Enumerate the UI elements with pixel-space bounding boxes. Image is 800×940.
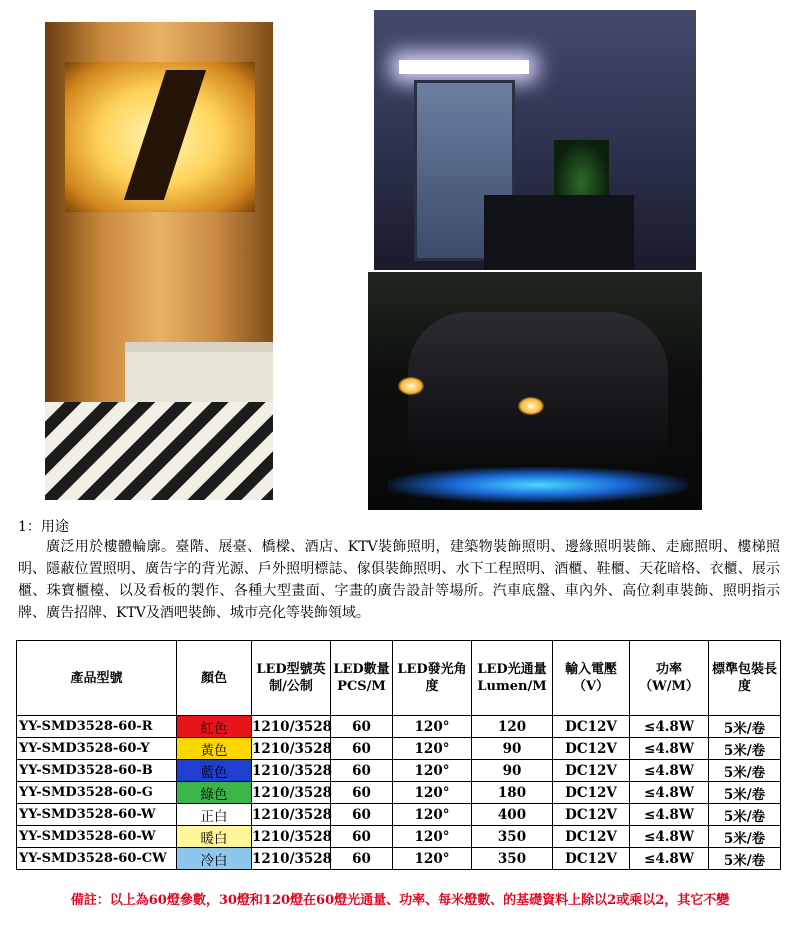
table-row [17,826,781,848]
header-led-qty: LED數量PCS/M [331,641,393,716]
office-led-photo [374,10,696,270]
cell-led-type: 1210/3528 [252,826,331,848]
cell-led-qty: 60 [331,738,393,760]
cell-model: YY-SMD3528-60-W [17,804,177,826]
cell-voltage: DC12V [553,760,630,782]
cell-angle: 120° [393,804,472,826]
cell-led-qty: 60 [331,848,393,870]
table-row [17,716,781,738]
cell-color: 黃色 [177,738,252,760]
cell-voltage: DC12V [553,782,630,804]
cell-model: YY-SMD3528-60-CW [17,848,177,870]
cell-led-qty: 60 [331,804,393,826]
cell-led-type: 1210/3528 [252,738,331,760]
cell-color: 紅色 [177,716,252,738]
header-voltage: 輸入電壓（V） [553,641,630,716]
headlight-right [518,397,544,415]
cell-led-type: 1210/3528 [252,804,331,826]
header-pack: 標準包裝長度 [709,641,781,716]
car-underglow-photo [368,272,702,510]
header-color: 顏色 [177,641,252,716]
led-strip-glow [399,60,529,74]
interior-hallway-photo [45,22,273,500]
table-row [17,804,781,826]
cell-led-type: 1210/3528 [252,782,331,804]
cell-voltage: DC12V [553,804,630,826]
cell-angle: 120° [393,826,472,848]
cell-lumen: 350 [472,848,553,870]
cell-power: ≤4.8W [630,716,709,738]
cell-model: YY-SMD3528-60-W [17,826,177,848]
cell-color: 冷白 [177,848,252,870]
cell-power: ≤4.8W [630,826,709,848]
cell-led-type: 1210/3528 [252,760,331,782]
cell-angle: 120° [393,782,472,804]
cell-model: YY-SMD3528-60-R [17,716,177,738]
table-row [17,782,781,804]
cell-color: 藍色 [177,760,252,782]
cell-pack: 5米/卷 [709,804,781,826]
header-lumen: LED光通量Lumen/M [472,641,553,716]
spec-table [16,640,781,870]
cell-led-qty: 60 [331,716,393,738]
desk [484,195,634,270]
cell-led-qty: 60 [331,826,393,848]
cell-model: YY-SMD3528-60-G [17,782,177,804]
cell-lumen: 90 [472,738,553,760]
car-body [408,312,668,462]
cell-power: ≤4.8W [630,760,709,782]
blue-underglow [388,467,688,503]
cell-pack: 5米/卷 [709,716,781,738]
cell-pack: 5米/卷 [709,760,781,782]
cell-angle: 120° [393,738,472,760]
cell-angle: 120° [393,848,472,870]
cell-lumen: 350 [472,826,553,848]
cell-color: 正白 [177,804,252,826]
footnote: 備註：以上為60燈參數，30燈和120燈在60燈光通量、功率、每米燈數、的基礎資料上除以2或乘以2，其它不變 [70,893,730,908]
cell-voltage: DC12V [553,738,630,760]
header-power: 功率（W/M） [630,641,709,716]
cell-color: 暖白 [177,826,252,848]
cell-angle: 120° [393,716,472,738]
cell-power: ≤4.8W [630,782,709,804]
cell-model: YY-SMD3528-60-Y [17,738,177,760]
cell-pack: 5米/卷 [709,782,781,804]
cell-voltage: DC12V [553,716,630,738]
header-model: 產品型號 [17,641,177,716]
cell-led-type: 1210/3528 [252,716,331,738]
headlight-left [398,377,424,395]
cell-lumen: 90 [472,760,553,782]
table-header-row [17,641,781,716]
cell-pack: 5米/卷 [709,826,781,848]
cell-power: ≤4.8W [630,848,709,870]
usage-paragraph: 廣泛用於樓體輪廓。臺階、展臺、橋樑、酒店、KTV裝飾照明，建築物裝飾照明、邊緣照明裝飾、走廊照明、樓梯照明、隱蔽位置照明、廣告字的背光源、戶外照明標誌、傢俱裝飾照明、水下工程照明、酒櫃、鞋櫃、天花暗格、衣櫃、展示櫃、珠寶櫃檯、以及看板的製作、各種大型畫面、字畫的廣告設計等場所。汽車底盤、車內外、高位剎車裝飾、照明指示牌、廣告招牌、KTV及酒吧裝飾、城市亮化等裝飾領域。 [18,539,780,621]
cell-power: ≤4.8W [630,804,709,826]
cell-led-qty: 60 [331,760,393,782]
table-row [17,848,781,870]
cell-pack: 5米/卷 [709,738,781,760]
cell-led-type: 1210/3528 [252,848,331,870]
cell-lumen: 120 [472,716,553,738]
cell-lumen: 180 [472,782,553,804]
cell-model: YY-SMD3528-60-B [17,760,177,782]
table-row [17,738,781,760]
cell-led-qty: 60 [331,782,393,804]
cell-power: ≤4.8W [630,738,709,760]
cell-color: 綠色 [177,782,252,804]
header-led-type: LED型號英制/公制 [252,641,331,716]
usage-heading: 1：用途 [18,519,69,535]
table-row [17,760,781,782]
header-angle: LED發光角度 [393,641,472,716]
cell-voltage: DC12V [553,848,630,870]
checkered-floor [45,402,273,500]
cell-pack: 5米/卷 [709,848,781,870]
cell-lumen: 400 [472,804,553,826]
cell-angle: 120° [393,760,472,782]
cell-voltage: DC12V [553,826,630,848]
